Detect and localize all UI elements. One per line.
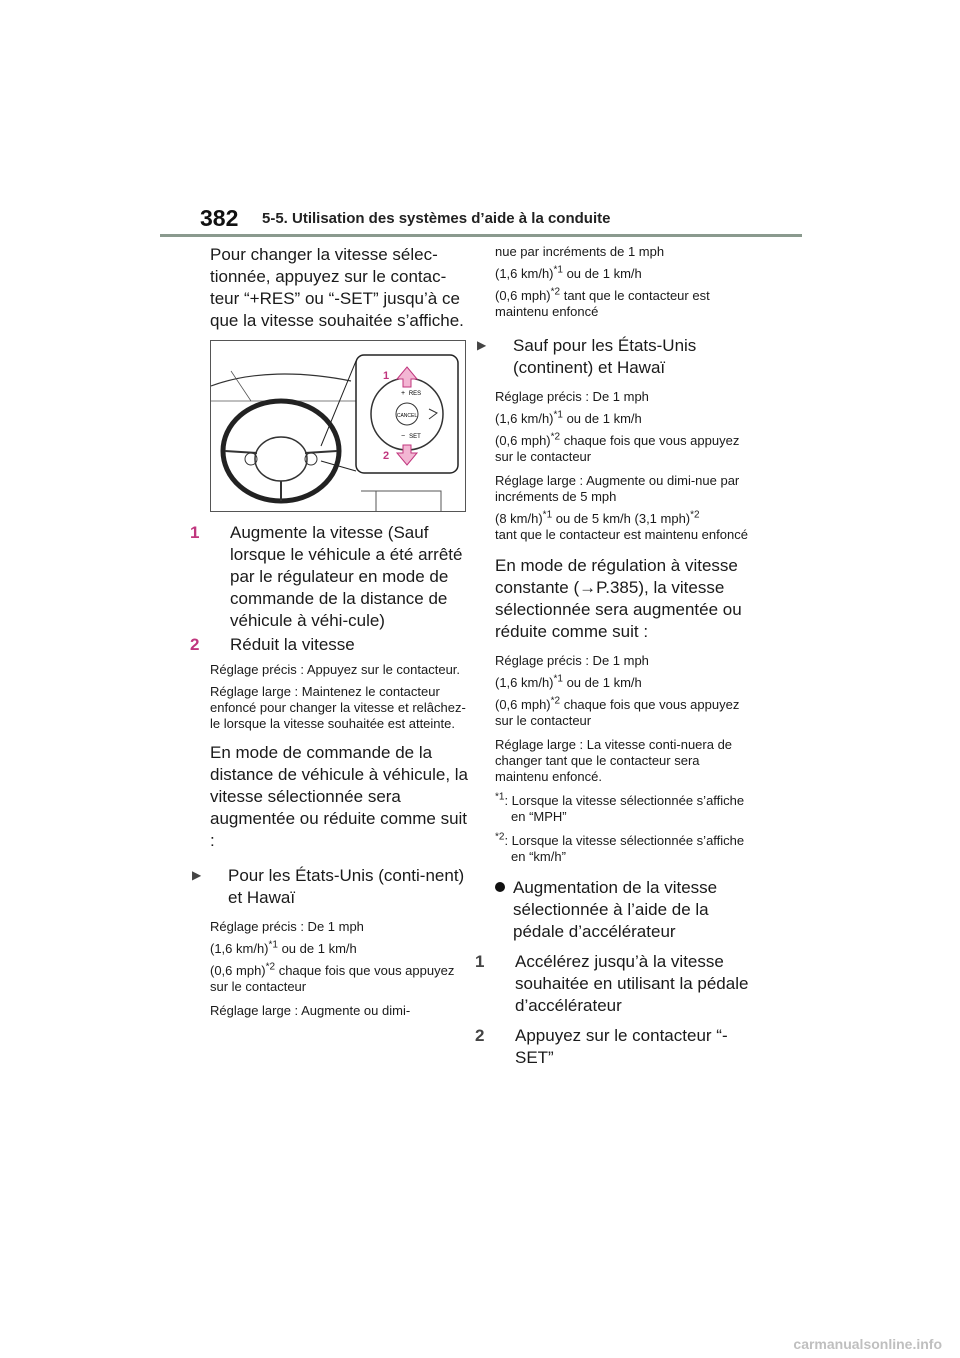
bullet-dot-icon [495, 882, 505, 892]
us-fine-b: (1,6 km/h)$^{*1}$ ou de 1 km/h [210, 939, 357, 956]
steering-wheel-illustration [211, 341, 465, 511]
c-fine-b: (1,6 km/h)$^{*1}$ ou de 1 km/h [495, 673, 642, 690]
item-number: 2 [475, 1026, 485, 1045]
fine-adjust-text: Réglage précis : Appuyez sur le contacteur. [210, 662, 461, 677]
list-item [475, 951, 755, 1017]
us-large: Réglage large : Augmente ou dimi- [210, 1003, 411, 1018]
callout-2: 2 [383, 450, 390, 462]
distance-mode-heading: En mode de commande de la distance de véhicule à véhicule, la vitesse sélectionnée sera augmentée ou réduite comme suit : [210, 743, 468, 850]
footnote-1: $^{*1}$: Lorsque la vitesse sélectionnée s’affiche en “MPH” [495, 791, 745, 824]
cont-a: nue par incréments de 1 mph [495, 244, 665, 259]
s2-fine-c: (0,6 mph)$^{*2}$ chaque fois que vous appuyez sur le contacteur [495, 431, 740, 464]
cont-b: (1,6 km/h)$^{*1}$ ou de 1 km/h [495, 264, 642, 281]
item-text: Accélérez jusqu’à la vitesse souhaitée en utilisant la pédale d’accélérateur [515, 952, 749, 1015]
constant-mode-heading: En mode de régulation à vitesse constante (→P.385), la vitesse sélectionnée sera augmentée ou réduite comme suit : [495, 556, 742, 641]
item-text: Appuyez sur le contacteur “-SET” [515, 1026, 728, 1067]
triangle-bullet-icon: ▶ [192, 868, 202, 882]
right-column [475, 244, 755, 1069]
item-number: 1 [475, 952, 485, 971]
c-fine-a: Réglage précis : De 1 mph [495, 653, 649, 668]
subheading-except-us: ▶ Sauf pour les États-Unis (continent) et Hawaï [477, 336, 697, 377]
page-number: 382 [200, 205, 239, 231]
list-item [475, 1025, 755, 1069]
svg-text:+: + [400, 390, 406, 397]
cont-c: (0,6 mph)$^{*2}$ tant que le contacteur est maintenu enfoncé [495, 286, 710, 319]
c-large: Réglage large : La vitesse conti-nuera de changer tant que le contacteur sera maintenu enfoncé. [495, 737, 733, 784]
triangle-bullet-icon: ▶ [477, 338, 487, 352]
footnote-2: $^{*2}$: Lorsque la vitesse sélectionnée s’affiche en “km/h” [495, 831, 745, 864]
watermark: carmanualsonline.info [793, 1336, 942, 1352]
s2-large-b: (8 km/h)$^{*1}$ ou de 5 km/h (3,1 mph)$^{*2}$ [495, 509, 700, 526]
left-column [190, 244, 472, 1019]
item-text: Augmente la vitesse (Sauf lorsque le véhicule a été arrêté par le régulateur en mode de commande de la distance de véhicule à véhi-cule) [230, 523, 463, 630]
list-item [190, 634, 472, 656]
section-title: 5-5. Utilisation des systèmes d’aide à la conduite [262, 210, 611, 227]
s2-large-c: tant que le contacteur est maintenu enfoncé [495, 527, 748, 542]
s2-fine-b: (1,6 km/h)$^{*1}$ ou de 1 km/h [495, 409, 642, 426]
subheading-us: ▶ Pour les États-Unis (conti-nent) et Hawaï [192, 866, 465, 907]
us-fine-c: (0,6 mph)$^{*2}$ chaque fois que vous appuyez sur le contacteur [210, 961, 455, 994]
res-switch-label: RES [408, 391, 422, 397]
item-text: Réduit la vitesse [230, 635, 355, 654]
s2-large-a: Réglage large : Augmente ou dimi-nue par incréments de 5 mph [495, 473, 740, 504]
cancel-switch-label: CANCEL [396, 413, 418, 419]
large-adjust-text: Réglage large : Maintenez le contacteur enfoncé pour changer la vitesse et relâchez-le lorsque la vitesse souhaitée est atteinte. [210, 684, 466, 731]
accelerator-heading: Augmentation de la vitesse sélectionnée à l’aide de la pédale d’accélérateur [495, 877, 755, 943]
item-number: 2 [190, 635, 200, 654]
s2-fine-a: Réglage précis : De 1 mph [495, 389, 649, 404]
svg-text:−: − [400, 433, 406, 440]
list-item [190, 522, 472, 632]
item-number: 1 [190, 523, 200, 542]
us-fine-a: Réglage précis : De 1 mph [210, 919, 364, 934]
set-switch-label: SET [409, 434, 421, 440]
intro-paragraph: Pour changer la vitesse sélec-tionnée, appuyez sur le contac-teur “+RES” ou “-SET” jusqu’à ce que la vitesse souhaitée s’affiche. [210, 245, 464, 330]
callout-1: 1 [383, 370, 390, 382]
steering-wheel-figure [210, 340, 466, 512]
header-rule [160, 234, 802, 237]
c-fine-c: (0,6 mph)$^{*2}$ chaque fois que vous appuyez sur le contacteur [495, 695, 740, 728]
